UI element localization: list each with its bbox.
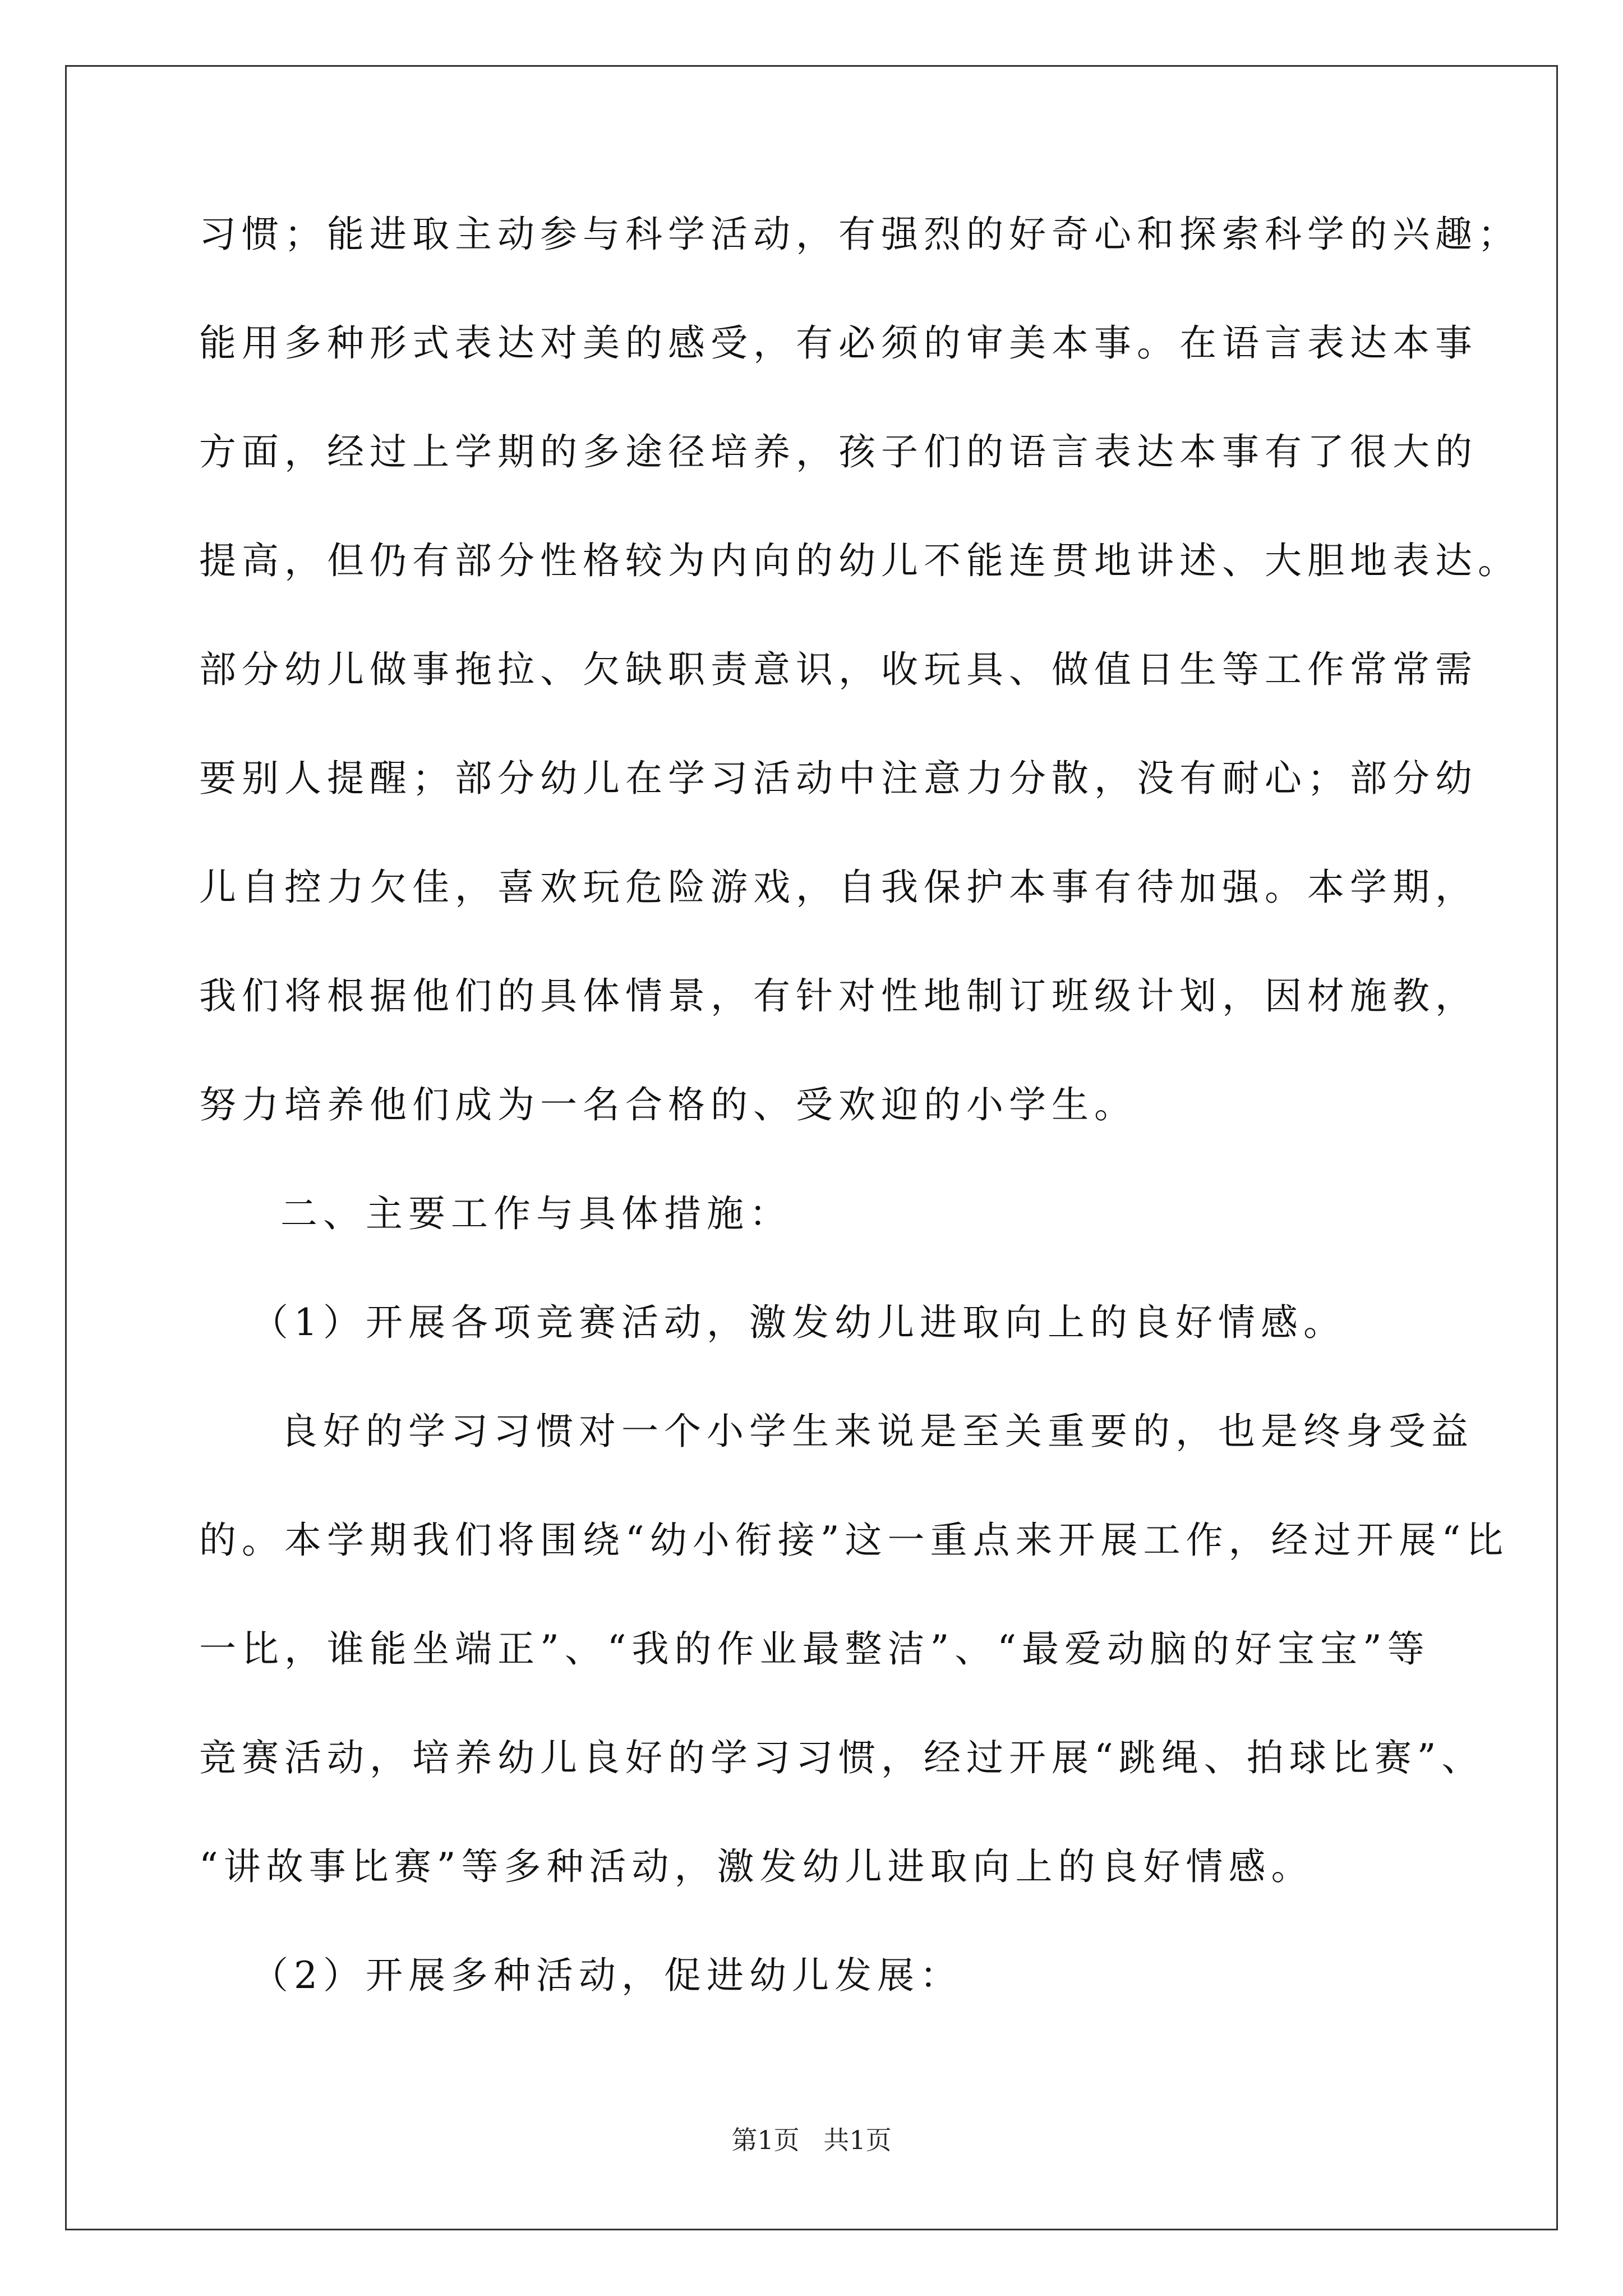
page-footer: [0, 2123, 1623, 2157]
body-line: 提高，但仍有部分性格较为内向的幼儿不能连贯地讲述、大胆地表达。: [199, 539, 1520, 582]
body-line: 竞赛活动，培养幼儿良好的学习习惯，经过开展“跳绳、拍球比赛”、: [199, 1736, 1484, 1779]
body-line: 的。本学期我们将围绕“幼小衔接”这一重点来开展工作，经过开展“比: [199, 1519, 1509, 1562]
body-line: 努力培养他们成为一名合格的、受欢迎的小学生。: [199, 1083, 1137, 1126]
subsection-heading: （2）开展多种活动，促进幼儿发展：: [251, 1954, 962, 1997]
body-line: 良好的学习习惯对一个小学生来说是至关重要的，也是终身受益: [280, 1410, 1474, 1453]
body-line: 习惯；能进取主动参与科学活动，有强烈的好奇心和探索科学的兴趣；: [199, 213, 1520, 256]
subsection-heading: （1）开展各项竞赛活动，激发幼儿进取向上的良好情感。: [251, 1301, 1346, 1344]
body-line: 方面，经过上学期的多途径培养，孩子们的语言表达本事有了很大的: [199, 430, 1478, 473]
body-line: 要别人提醒；部分幼儿在学习活动中注意力分散，没有耐心；部分幼: [199, 757, 1478, 800]
body-line: 我们将根据他们的具体情景，有针对性地制订班级计划，因材施教，: [199, 974, 1478, 1018]
page-number: 第1页: [731, 2125, 800, 2155]
body-line: 能用多种形式表达对美的感受，有必须的审美本事。在语言表达本事: [199, 321, 1478, 365]
page-frame: [65, 65, 1558, 2230]
body-line: 儿自控力欠佳，喜欢玩危险游戏，自我保护本事有待加强。本学期，: [199, 866, 1478, 909]
body-line: “讲故事比赛”等多种活动，激发幼儿进取向上的良好情感。: [199, 1845, 1314, 1888]
section-heading: 二、主要工作与具体措施：: [280, 1192, 792, 1235]
body-line: 部分幼儿做事拖拉、欠缺职责意识，收玩具、做值日生等工作常常需: [199, 648, 1478, 691]
page-total: 共1页: [823, 2125, 892, 2155]
body-line: 一比，谁能坐端正”、“我的作业最整洁”、“最爱动脑的好宝宝”等: [199, 1627, 1430, 1671]
